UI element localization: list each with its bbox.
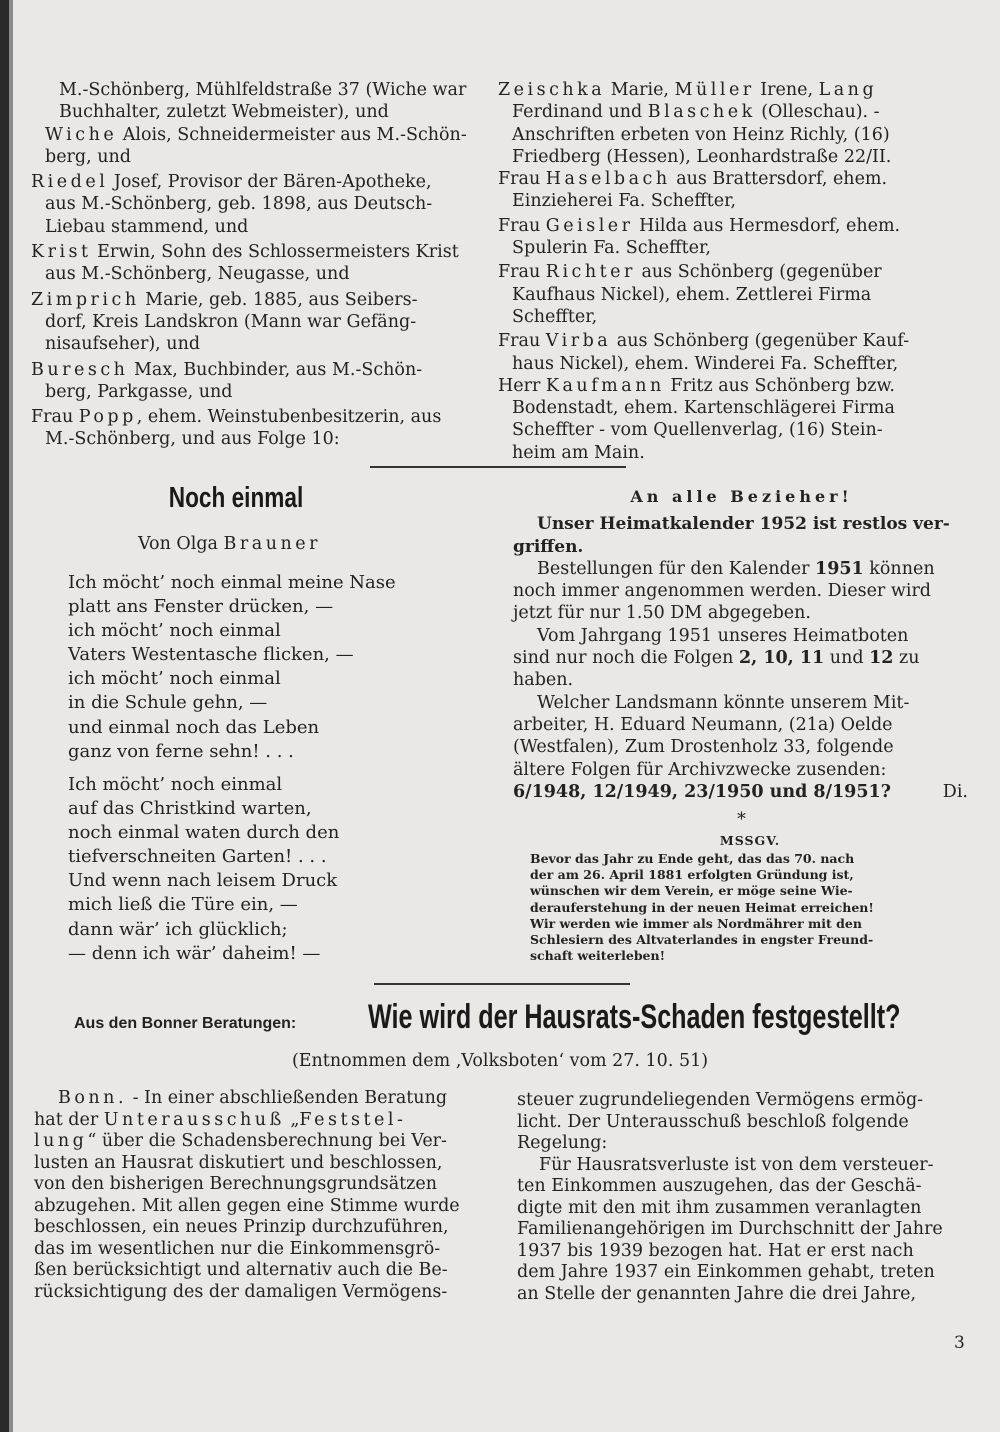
poem-line: in die Schule gehn, — [68,692,268,714]
article-kicker: Aus den Bonner Beratungen: [74,1015,297,1032]
poem-line: — denn ich wär’ daheim! — [68,942,321,964]
poem-author: Von Olga Brauner [138,534,321,554]
line: schaft weiterleben! [530,948,666,964]
poem-line: mich ließ die Türe ein, — [68,894,298,916]
entry-text: Irene, [754,80,819,100]
entry-text: Alois, Schneidermeister aus M.-Schön- [117,124,467,145]
notice-line: jetzt für nur 1.50 DM abgegeben. [513,603,811,624]
poem-line: auf das Christkind warten, [68,798,312,820]
entry-prefix: Frau [31,407,79,428]
list-item [498,168,972,213]
line: berg, und [45,146,131,167]
line: steuer zugrundeliegenden Vermögens ermög- [517,1090,924,1110]
notice-line: Welcher Landsmann könnte unserem Mit- [537,692,910,713]
line: Bevor das Jahr zu Ende geht, das das 70. nach [530,851,855,866]
notice-heading: An alle Bezieher! [630,487,853,506]
line: Anschriften erbeten von Heinz Richly, (16) [512,124,890,145]
line: derauferstehung in der neuen Heimat erreichen! [530,899,874,915]
line: rücksichtigung des der damaligen Vermögens- [34,1281,448,1302]
entry-name: Virba [545,331,612,352]
line: aus M.-Schönberg, geb. 1898, aus Deutsch- [45,194,433,215]
line: dem Jahre 1937 ein Einkommen gehabt, treten [517,1262,935,1282]
line: Einzieherei Fa. Scheffter, [512,191,737,212]
list-item [45,79,482,124]
entry-name: Haselbach [545,169,671,190]
line: licht. Der Unterausschuß beschloß folgende [517,1111,909,1132]
line: von den bisherigen Berechnungsgrundsätzen [34,1174,438,1194]
article-subtitle: (Entnommen dem ‚Volksboten‘ vom 27. 10. 51) [291,1051,709,1071]
poem-title: Noch einmal [168,482,304,514]
entry-name: Kaufmann [545,375,665,396]
line: das im wesentlichen nur die Einkommensgrö- [34,1238,441,1259]
poem-line: ich möcht’ noch einmal [68,668,281,690]
article-right-column [517,1090,977,1305]
entry-name: Popp [78,407,137,428]
entry-text: aus Schönberg (gegenüber Kauf- [611,331,910,352]
notice-line: noch immer angenommen werden. Dieser wird [513,581,932,602]
binding-shadow [9,0,13,1432]
page-number: 3 [954,1333,965,1353]
line: Friedberg (Hessen), Leonhardstraße 22/II. [512,146,892,167]
line: Kaufhaus Nickel), ehem. Zettlerei Firma [512,284,872,305]
line: heim am Main. [512,442,645,463]
list-item [31,289,482,356]
notice-line: 6/1948, 12/1949, 23/1950 und 8/1951? Di. [513,781,968,802]
list-item [31,241,482,286]
list-item [498,215,972,260]
poem-stanza-2 [68,773,339,966]
notice-asterisk: * [737,810,746,831]
line: lusten an Hausrat diskutiert und beschlossen, [34,1152,443,1173]
poem-line: ich möcht’ noch einmal [68,620,281,642]
list-item [498,375,972,464]
notice-bold-line: Unser Heimatkalender 1952 ist restlos ver- [537,514,950,535]
line: M.-Schönberg, Mühlfeldstraße 37 (Wiche war [59,80,467,100]
entry-name: Geisler [545,215,634,236]
entry-text: , ehem. Weinstubenbesitzerin, aus [136,407,442,428]
line: M.-Schönberg, und aus Folge 10: [45,429,340,450]
left-column-list [31,79,482,451]
notice-line: (Westfalen), Zum Drostenholz 33, folgende [513,737,894,758]
list-item [498,330,972,375]
entry-text: Hilda aus Hermesdorf, ehem. [633,215,901,236]
line: Buchhalter, zuletzt Webmeister), und [59,102,389,123]
entry-prefix: Frau [498,331,546,352]
notice-bold-line: griffen. [513,536,584,557]
line: Bodenstadt, ehem. Kartenschlägerei Firma [512,398,895,419]
line: der am 26. April 1881 erfolgten Gründung ist, [530,867,854,883]
notice-line: haben. [513,670,574,691]
line: ßen berücksichtigt und alternativ auch die Be- [34,1260,448,1280]
poem-line: Ich möcht’ noch einmal [68,774,283,795]
line: lung“ über die Schadensberechnung bei Ver- [34,1131,447,1151]
notice-signature: Di. [942,781,968,802]
line: nisaufseher), und [45,334,201,355]
line: dorf, Kreis Landskron (Mann war Gefäng- [45,311,417,332]
notice-line: arbeiter, H. Eduard Neumann, (21a) Oelde [513,714,893,735]
binding-edge [0,0,9,1432]
list-item [31,171,482,238]
entry-name: Buresch [31,359,129,380]
mssgv-heading: MSSGV. [719,833,781,848]
entry-prefix: Frau [498,169,546,190]
poem-line: tiefverschneiten Garten! . . . [68,846,327,868]
poem-line: Vaters Westentasche flicken, — [68,644,354,666]
poem-line: ganz von ferne sehn! . . . [68,740,294,762]
entry-text: Josef, Provisor der Bären-Apotheke, [108,172,432,193]
entry-text: Marie, geb. 1885, aus Seibers- [139,289,418,310]
list-item [45,124,482,169]
notice-line: Vom Jahrgang 1951 unseres Heimatboten [537,625,909,646]
list-item [31,359,482,404]
entry-prefix: Frau [498,215,546,236]
notice-line: ältere Folgen für Archivzwecke zusenden: [513,759,887,780]
article-title: Wie wird der Hausrats-Schaden festgestellt? [368,998,901,1036]
right-column-list [498,79,972,464]
line: wünschen wir dem Verein, er möge seine Wie- [530,883,853,899]
entry-text: (Olleschau). - [755,102,880,123]
poem-line: platt ans Fenster drücken, — [68,596,334,618]
entry-text: aus Schönberg (gegenüber [635,262,882,283]
notice-line: sind nur noch die Folgen 2, 10, 11 und 12 zu [513,648,920,669]
entry-name: Lang [818,80,878,100]
entry-name: Riedel [31,172,109,193]
line: 1937 bis 1939 bezogen hat. Hat er erst nach [517,1240,914,1261]
notice-line: Bestellungen für den Kalender 1951 können [537,558,935,579]
line: Regelung: [517,1133,608,1153]
line: Spulerin Fa. Scheffter, [512,238,711,259]
entry-name: Krist [31,242,92,263]
mssgv-text [530,851,970,964]
entry-text: aus Brattersdorf, ehem. [670,169,888,190]
article-left-column [34,1088,491,1303]
entry-text: Fritz aus Schönberg bzw. [664,375,895,396]
list-item [31,406,482,451]
poem-stanza-1 [68,571,396,764]
poem-line: noch einmal waten durch den [68,822,340,844]
entry-text: Ferdinand und [512,102,648,123]
poem-line: Ich möcht’ noch einmal meine Nase [68,572,396,593]
line: abzugehen. Mit allen gegen eine Stimme wurde [34,1195,460,1216]
line: Scheffter - vom Quellenverlag, (16) Stein- [512,420,883,441]
list-item [498,79,972,168]
line: Für Hausratsverluste ist von dem versteuer- [539,1154,934,1175]
entry-name: Müller [674,80,755,100]
poem-line: und einmal noch das Leben [68,716,320,738]
line: Bonn. - In einer abschließenden Beratung [58,1088,448,1108]
line: aus M.-Schönberg, Neugasse, und [45,264,350,285]
poem-line: dann wär’ ich glücklich; [68,918,288,940]
entry-name: Richter [545,262,636,283]
section-divider [370,466,626,468]
entry-text: Max, Buchbinder, aus M.-Schön- [128,359,423,380]
line: ten Einkommen auszugehen, das der Geschä- [517,1176,922,1196]
list-item [498,261,972,328]
entry-name: Zimprich [31,289,140,310]
line: hat der Unterausschuß „Feststel- [34,1109,407,1130]
line: beschlossen, ein neues Prinzip durchzuführen, [34,1217,449,1237]
entry-name: Blaschek [647,102,756,123]
line: Liebau stammend, und [45,216,249,237]
poem-line: Und wenn nach leisem Druck [68,870,338,892]
entry-name: Zeischka [498,80,606,100]
line: berg, Parkgasse, und [45,381,233,402]
entry-prefix: Herr [498,375,546,396]
entry-prefix: Frau [498,262,546,283]
line: Schlesiern des Altvaterlandes in engster Freund- [530,932,874,948]
line: Wir werden wie immer als Nordmährer mit den [530,915,862,931]
line: an Stelle der genannten Jahre die drei Jahre, [517,1283,917,1304]
entry-name: Wiche [45,124,118,145]
entry-text: Marie, [605,80,675,100]
entry-text: Erwin, Sohn des Schlossermeisters Krist [91,242,459,263]
notice-block [513,486,970,831]
line: Familienangehörigen im Durchschnitt der Jahre [517,1219,943,1239]
line: digte mit den mit ihm zusammen veranlagten [517,1197,922,1218]
line: Scheffter, [512,306,598,327]
line: haus Nickel), ehem. Winderei Fa. Scheffter, [512,353,899,374]
section-divider [374,983,630,985]
